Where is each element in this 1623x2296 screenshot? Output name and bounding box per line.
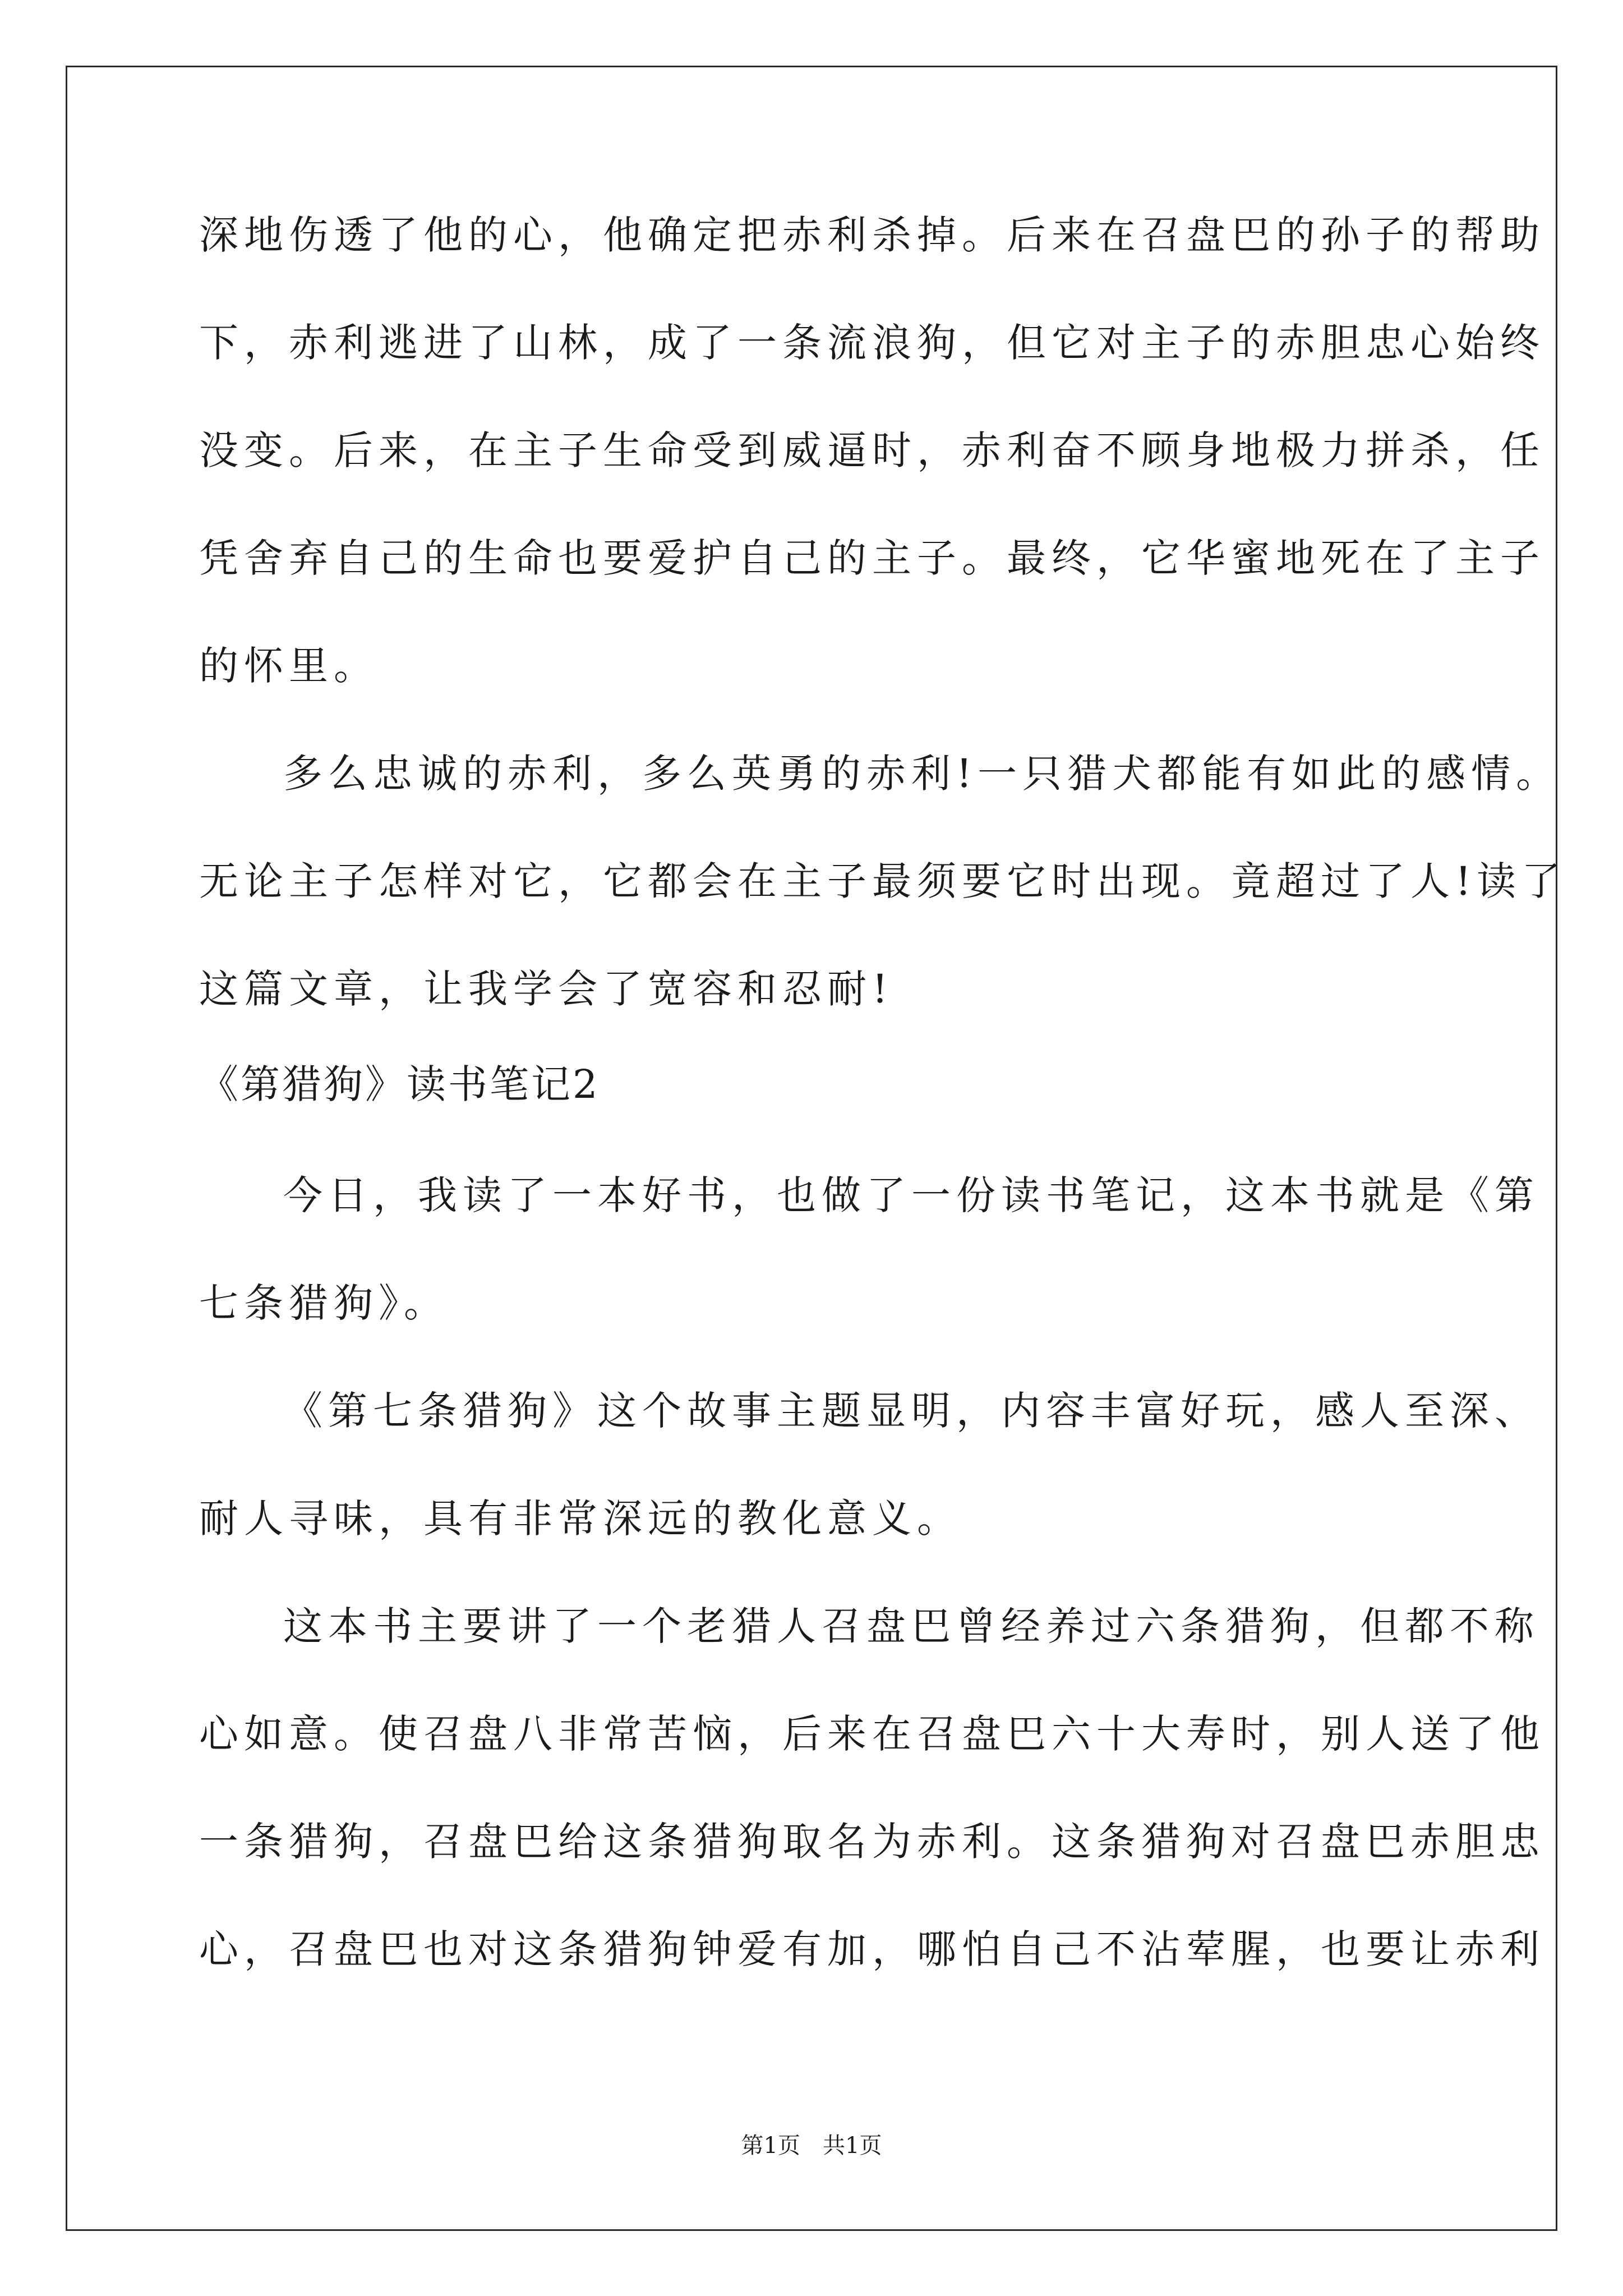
heading-text: 《第猎狗》读书笔记2 — [199, 1061, 600, 1107]
text-line: 今日，我读了一本好书，也做了一份读书笔记，这本书就是《第 — [283, 1172, 1539, 1218]
paragraph-3 — [199, 1169, 1539, 1384]
text-line: 无论主子怎样对它，它都会在主子最须要它时出现。竟超过了人!读了 — [199, 858, 1567, 904]
text-line: 深地伤透了他的心，他确定把赤利杀掉。后来在召盘巴的孙子的帮助 — [199, 212, 1545, 258]
text-line: 下，赤利逃进了山林，成了一条流浪狗，但它对主子的赤胆忠心始终 — [199, 320, 1545, 366]
text-line: 没变。后来，在主子生命受到威逼时，赤利奋不顾身地极力拼杀，任 — [199, 427, 1545, 473]
text-line: 多么忠诚的赤利，多么英勇的赤利!一只猎犬都能有如此的感情。 — [283, 751, 1561, 797]
section-heading — [199, 1058, 1450, 1169]
document-body — [199, 209, 1567, 1976]
text-line: 一条猎狗，召盘巴给这条猎狗取名为赤利。这条猎狗对召盘巴赤胆忠 — [199, 1819, 1545, 1865]
text-line: 耐人寻味，具有非常深远的教化意义。 — [199, 1496, 962, 1542]
text-line: 这本书主要讲了一个老猎人召盘巴曾经养过六条猎狗，但都不称 — [283, 1603, 1539, 1649]
text-line: 的怀里。 — [199, 643, 379, 689]
text-line: 心如意。使召盘八非常苦恼，后来在召盘巴六十大寿时，别人送了他 — [199, 1711, 1545, 1757]
text-line: 心，召盘巴也对这条猎狗钟爱有加，哪怕自己不沾荤腥，也要让赤利 — [199, 1926, 1545, 1972]
paragraph-4 — [199, 1384, 1539, 1600]
paragraph-1 — [199, 209, 1545, 747]
paragraph-2 — [199, 747, 1567, 1058]
paragraph-5 — [199, 1600, 1545, 1976]
page-footer: 第1页 共1页 — [741, 2133, 882, 2159]
text-line: 凭舍弃自己的生命也要爱护自己的主子。最终，它华蜜地死在了主子 — [199, 535, 1545, 581]
text-line: 《第七条猎狗》这个故事主题显明，内容丰富好玩，感人至深、 — [283, 1388, 1539, 1434]
text-line: 这篇文章，让我学会了宽容和忍耐! — [199, 966, 894, 1012]
text-line: 七条猎狗》。 — [199, 1280, 449, 1326]
